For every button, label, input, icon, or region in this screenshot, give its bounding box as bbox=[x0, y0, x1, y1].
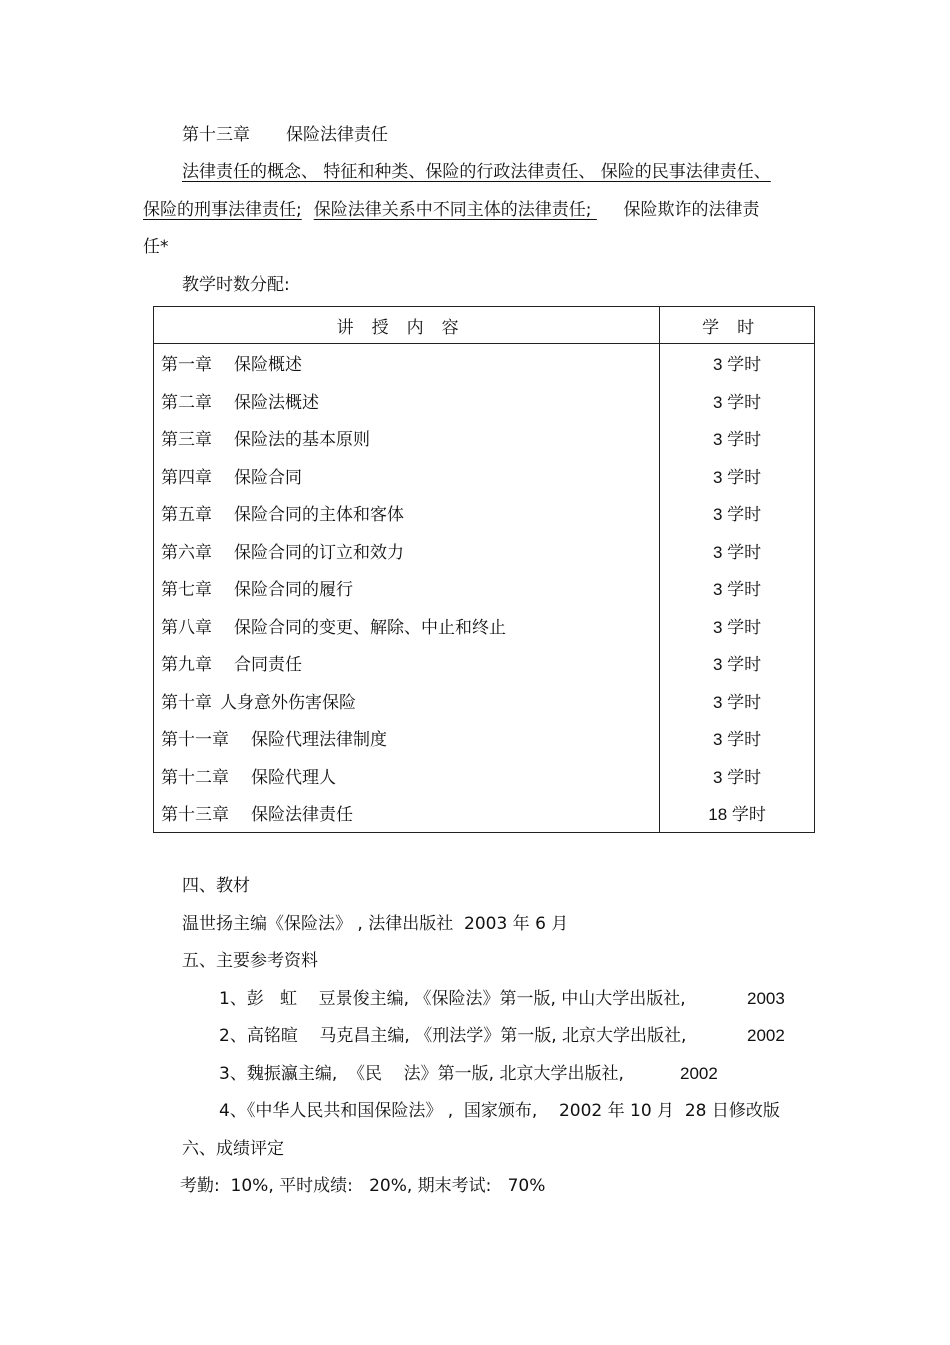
table-row bbox=[154, 344, 815, 382]
table-row bbox=[154, 532, 815, 570]
reference-year: 2003 bbox=[747, 989, 785, 1008]
chapter13-content-segment-c: 保险欺诈的法律责 bbox=[623, 200, 760, 220]
row-title: 保险合同的履行 bbox=[234, 580, 353, 601]
row-chapter: 第二章 bbox=[161, 392, 212, 413]
row-title: 保险概述 bbox=[234, 355, 302, 376]
row-chapter: 第十一章 bbox=[161, 730, 229, 751]
reference-item: 3、魏振瀛主编, 《民 法》第一版, 北京大学出版社, bbox=[219, 1064, 624, 1084]
table-header-row bbox=[154, 307, 815, 344]
row-title: 保险法律责任 bbox=[251, 805, 353, 826]
row-title: 保险合同 bbox=[234, 467, 302, 488]
grading-line: 考勤: 10%, 平时成绩: 20%, 期末考试: 70% bbox=[180, 1176, 546, 1196]
references-heading: 五、主要参考资料 bbox=[182, 951, 318, 971]
textbook-entry: 温世扬主编《保险法》 , 法律出版社 2003 年 6 月 bbox=[182, 914, 569, 934]
row-hours: 3 学时 bbox=[660, 532, 815, 570]
chapter13-content-segment-a: 保险的刑事法律责任; bbox=[143, 200, 302, 220]
row-hours: 18 学时 bbox=[660, 794, 815, 832]
row-chapter: 第七章 bbox=[161, 580, 212, 601]
reference-item: 4、《中华人民共和国保险法》 , 国家颁布, 2002 年 10 月 28 日修改版 bbox=[219, 1101, 780, 1121]
row-chapter: 第四章 bbox=[161, 467, 212, 488]
grading-heading: 六、成绩评定 bbox=[182, 1139, 284, 1159]
row-title: 保险法的基本原则 bbox=[234, 430, 370, 451]
chapter13-heading bbox=[182, 124, 388, 146]
chapter13-heading-title: 保险法律责任 bbox=[286, 125, 388, 145]
row-hours: 3 学时 bbox=[660, 569, 815, 607]
header-hours: 学时 bbox=[660, 307, 815, 344]
table-row bbox=[154, 757, 815, 795]
row-chapter: 第五章 bbox=[161, 505, 212, 526]
row-chapter: 第十章 bbox=[161, 692, 212, 713]
row-title: 保险法概述 bbox=[234, 392, 319, 413]
row-hours: 3 学时 bbox=[660, 419, 815, 457]
row-chapter: 第一章 bbox=[161, 355, 212, 376]
allocation-label: 教学时数分配: bbox=[182, 275, 290, 295]
chapter13-heading-num: 第十三章 bbox=[182, 125, 250, 145]
table-row bbox=[154, 644, 815, 682]
reference-item: 2、高铭暄 马克昌主编, 《刑法学》第一版, 北京大学出版社, bbox=[219, 1026, 687, 1046]
row-hours: 3 学时 bbox=[660, 682, 815, 720]
row-title: 合同责任 bbox=[234, 655, 302, 676]
reference-year: 2002 bbox=[747, 1026, 785, 1045]
row-title: 保险合同的订立和效力 bbox=[234, 542, 404, 563]
row-chapter: 第九章 bbox=[161, 655, 212, 676]
table-row bbox=[154, 607, 815, 645]
row-chapter: 第十二章 bbox=[161, 767, 229, 788]
chapter13-content-segment-b: 保险法律关系中不同主体的法律责任; bbox=[313, 200, 592, 220]
row-hours: 3 学时 bbox=[660, 719, 815, 757]
textbook-heading: 四、教材 bbox=[182, 876, 250, 896]
row-chapter: 第十三章 bbox=[161, 805, 229, 826]
header-content: 讲授内容 bbox=[154, 307, 660, 344]
table-row bbox=[154, 494, 815, 532]
row-hours: 3 学时 bbox=[660, 494, 815, 532]
reference-year: 2002 bbox=[680, 1064, 718, 1083]
row-hours: 3 学时 bbox=[660, 644, 815, 682]
table-row bbox=[154, 794, 815, 832]
chapter13-content-line3: 任* bbox=[143, 237, 169, 257]
row-title: 保险代理法律制度 bbox=[251, 730, 387, 751]
table-row bbox=[154, 457, 815, 495]
table-row bbox=[154, 719, 815, 757]
row-chapter: 第六章 bbox=[161, 542, 212, 563]
row-chapter: 第三章 bbox=[161, 430, 212, 451]
row-hours: 3 学时 bbox=[660, 457, 815, 495]
row-hours: 3 学时 bbox=[660, 607, 815, 645]
table-row bbox=[154, 419, 815, 457]
row-hours: 3 学时 bbox=[660, 757, 815, 795]
chapter13-content-line2 bbox=[143, 199, 759, 221]
table-row bbox=[154, 382, 815, 420]
row-title: 人身意外伤害保险 bbox=[220, 692, 356, 713]
row-title: 保险合同的变更、解除、中止和终止 bbox=[234, 617, 506, 638]
hours-table bbox=[153, 306, 815, 833]
table-row bbox=[154, 569, 815, 607]
row-chapter: 第八章 bbox=[161, 617, 212, 638]
row-hours: 3 学时 bbox=[660, 344, 815, 382]
chapter13-content-line1: 法律责任的概念、 特征和种类、保险的行政法律责任、 保险的民事法律责任、 bbox=[182, 162, 771, 182]
row-hours: 3 学时 bbox=[660, 382, 815, 420]
reference-item: 1、彭 虹 豆景俊主编, 《保险法》第一版, 中山大学出版社, bbox=[219, 989, 686, 1009]
row-title: 保险代理人 bbox=[251, 767, 336, 788]
row-title: 保险合同的主体和客体 bbox=[234, 505, 404, 526]
table-row bbox=[154, 682, 815, 720]
